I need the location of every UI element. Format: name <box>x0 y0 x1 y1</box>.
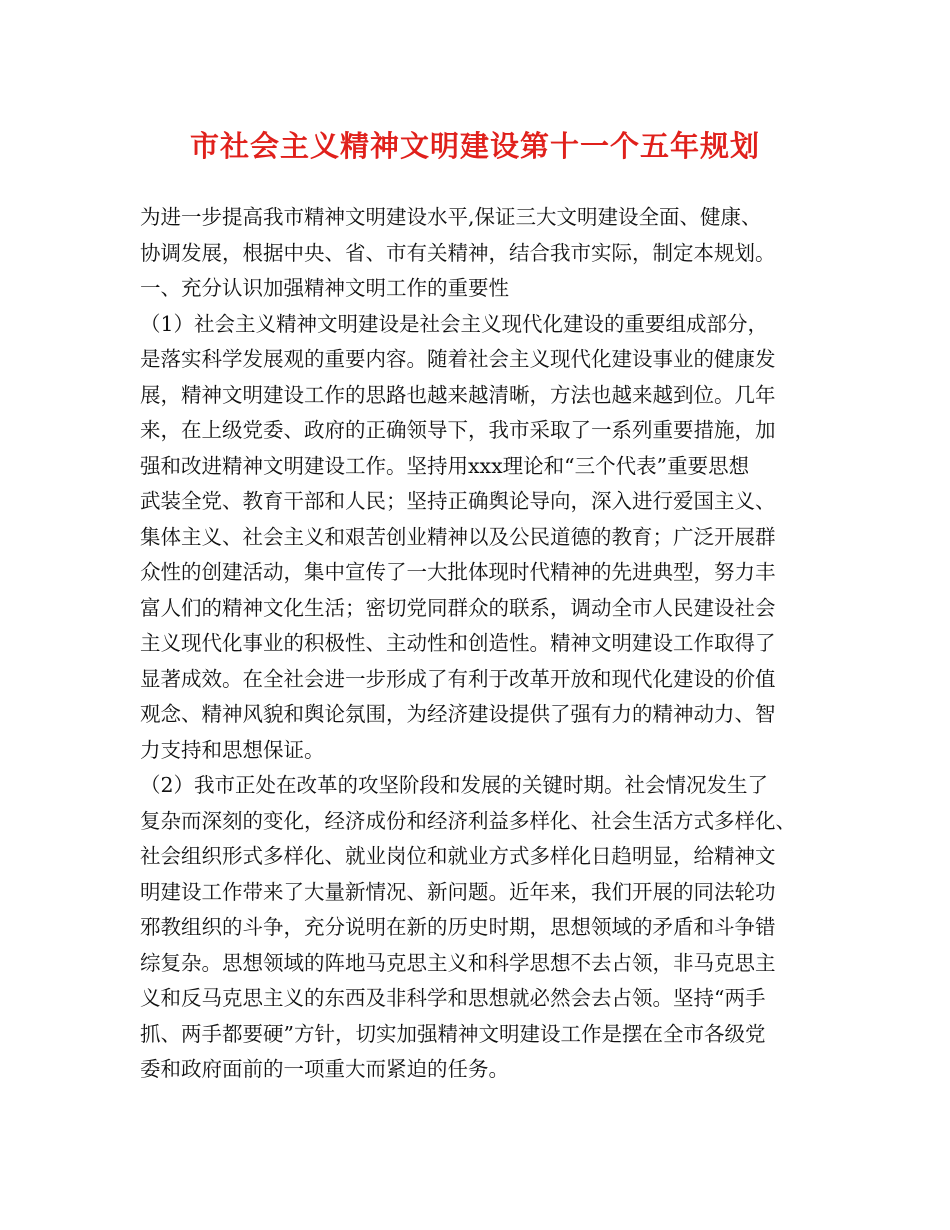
text-line: 显著成效。在全社会进一步形成了有利于改革开放和现代化建设的价值 <box>140 666 776 691</box>
text-line: （1）社会主义精神文明建设是社会主义现代化建设的重要组成部分， <box>140 311 769 336</box>
text-line: 复杂而深刻的变化，经济成份和经济利益多样化、社会生活方式多样化、 <box>140 808 796 833</box>
text-line: 富人们的精神文化生活；密切党同群众的联系，调动全市人民建设社会 <box>140 595 776 620</box>
text-line: 武装全党、教育干部和人民；坚持正确舆论导向，深入进行爱国主义、 <box>140 489 776 513</box>
text-line: 邪教组织的斗争，充分说明在新的历史时期，思想领域的矛盾和斗争错 <box>140 915 776 939</box>
document-body <box>140 200 830 1088</box>
text-line: 强和改进精神文明建设工作。坚持用xxx理论和“三个代表”重要思想 <box>140 453 750 478</box>
text-line: 力支持和思想保证。 <box>140 737 325 762</box>
text-line: 协调发展，根据中央、省、市有关精神，结合我市实际，制定本规划。 <box>140 240 776 265</box>
text-line: 综复杂。思想领域的阵地马克思主义和科学思想不去占领，非马克思主 <box>140 950 776 975</box>
text-line: 众性的创建活动，集中宣传了一大批体现时代精神的先进典型，努力丰 <box>140 560 776 584</box>
section-heading: 一、充分认识加强精神文明工作的重要性 <box>140 276 509 300</box>
text-line: （2）我市正处在改革的攻坚阶段和发展的关键时期。社会情况发生了 <box>140 773 769 797</box>
text-line: 委和政府面前的一项重大而紧迫的任务。 <box>140 1057 509 1081</box>
text-line: 来，在上级党委、政府的正确领导下，我市采取了一系列重要措施，加 <box>140 418 776 442</box>
text-line: 集体主义、社会主义和艰苦创业精神以及公民道德的教育；广泛开展群 <box>140 524 776 549</box>
text-line: 抓、两手都要硬”方针，切实加强精神文明建设工作是摆在全市各级党 <box>140 1021 766 1046</box>
text-line: 社会组织形式多样化、就业岗位和就业方式多样化日趋明显，给精神文 <box>140 844 776 868</box>
document-title: 市社会主义精神文明建设第十一个五年规划 <box>189 129 760 163</box>
text-line: 主义现代化事业的积极性、主动性和创造性。精神文明建设工作取得了 <box>140 631 776 655</box>
text-line: 观念、精神风貌和舆论氛围，为经济建设提供了强有力的精神动力、智 <box>140 702 776 726</box>
text-line: 明建设工作带来了大量新情况、新问题。近年来，我们开展的同法轮功 <box>140 879 776 904</box>
text-line: 为进一步提高我市精神文明建设水平,保证三大文明建设全面、健康、 <box>140 205 762 229</box>
text-line: 义和反马克思主义的东西及非科学和思想就必然会去占领。坚持“两手 <box>140 986 766 1010</box>
text-line: 是落实科学发展观的重要内容。随着社会主义现代化建设事业的健康发 <box>140 347 776 371</box>
text-line: 展，精神文明建设工作的思路也越来越清晰，方法也越来越到位。几年 <box>140 382 776 407</box>
